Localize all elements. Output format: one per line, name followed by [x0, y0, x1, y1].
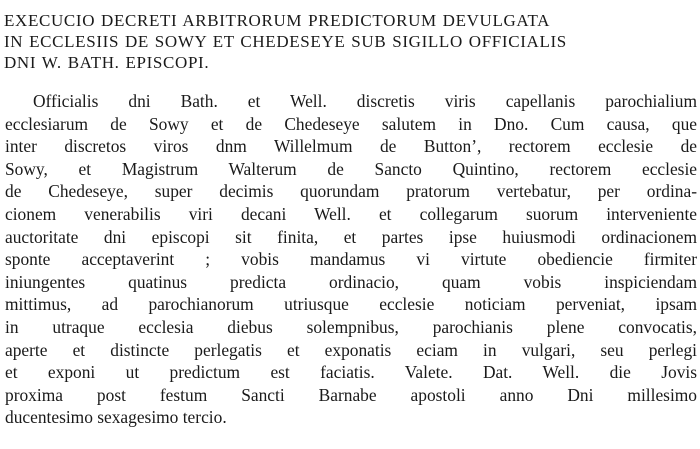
body-line: de Chedeseye, super decimis quorundam pratorum vertebatur, per ordina- — [5, 181, 697, 202]
heading-line: DNI W. BATH. EPISCOPI. — [4, 53, 210, 72]
document-heading — [4, 10, 698, 73]
body-line: inter discretos viros dnm Willelmum de Button’, rectorem ecclesie de — [5, 136, 697, 157]
body-line: mittimus, ad parochianorum utriusque ecclesie noticiam perveniat, ipsam — [5, 294, 697, 315]
body-line: Sowy, et Magistrum Walterum de Sancto Quintino, rectorem ecclesie — [5, 158, 697, 179]
body-line: ecclesiarum de Sowy et de Chedeseye salutem in Dno. Cum causa, que — [5, 113, 697, 134]
body-line: proxima post festum Sancti Barnabe apostoli anno Dni millesimo — [5, 384, 697, 405]
body-line: aperte et distincte perlegatis et exponatis eciam in vulgari, seu perlegi — [5, 339, 697, 360]
body-line: sponte acceptaverint ; vobis mandamus vi virtute obediencie firmiter — [5, 249, 697, 270]
document-body — [5, 90, 697, 429]
body-line: et exponi ut predictum est faciatis. Valete. Dat. Well. die Jovis — [5, 362, 697, 383]
body-line: auctoritate dni episcopi sit finita, et partes ipse huiusmodi ordinacionem — [5, 226, 697, 247]
heading-line: EXECUCIO DECRETI ARBITRORUM PREDICTORUM DEVULGATA — [4, 11, 551, 30]
heading-line: IN ECCLESIIS DE SOWY ET CHEDESEYE SUB SIGILLO OFFICIALIS — [4, 32, 567, 51]
body-line: in utraque ecclesia diebus solempnibus, parochianis plene convocatis, — [5, 316, 697, 337]
body-line: iniungentes quatinus predicta ordinacio, quam vobis inspiciendam — [5, 271, 697, 292]
body-line: cionem venerabilis viri decani Well. et collegarum suorum interveniente — [5, 203, 697, 224]
body-line: ducentesimo sexagesimo tercio. — [5, 407, 227, 428]
body-line: Officialis dni Bath. et Well. discretis viris capellanis parochialium — [33, 91, 697, 111]
